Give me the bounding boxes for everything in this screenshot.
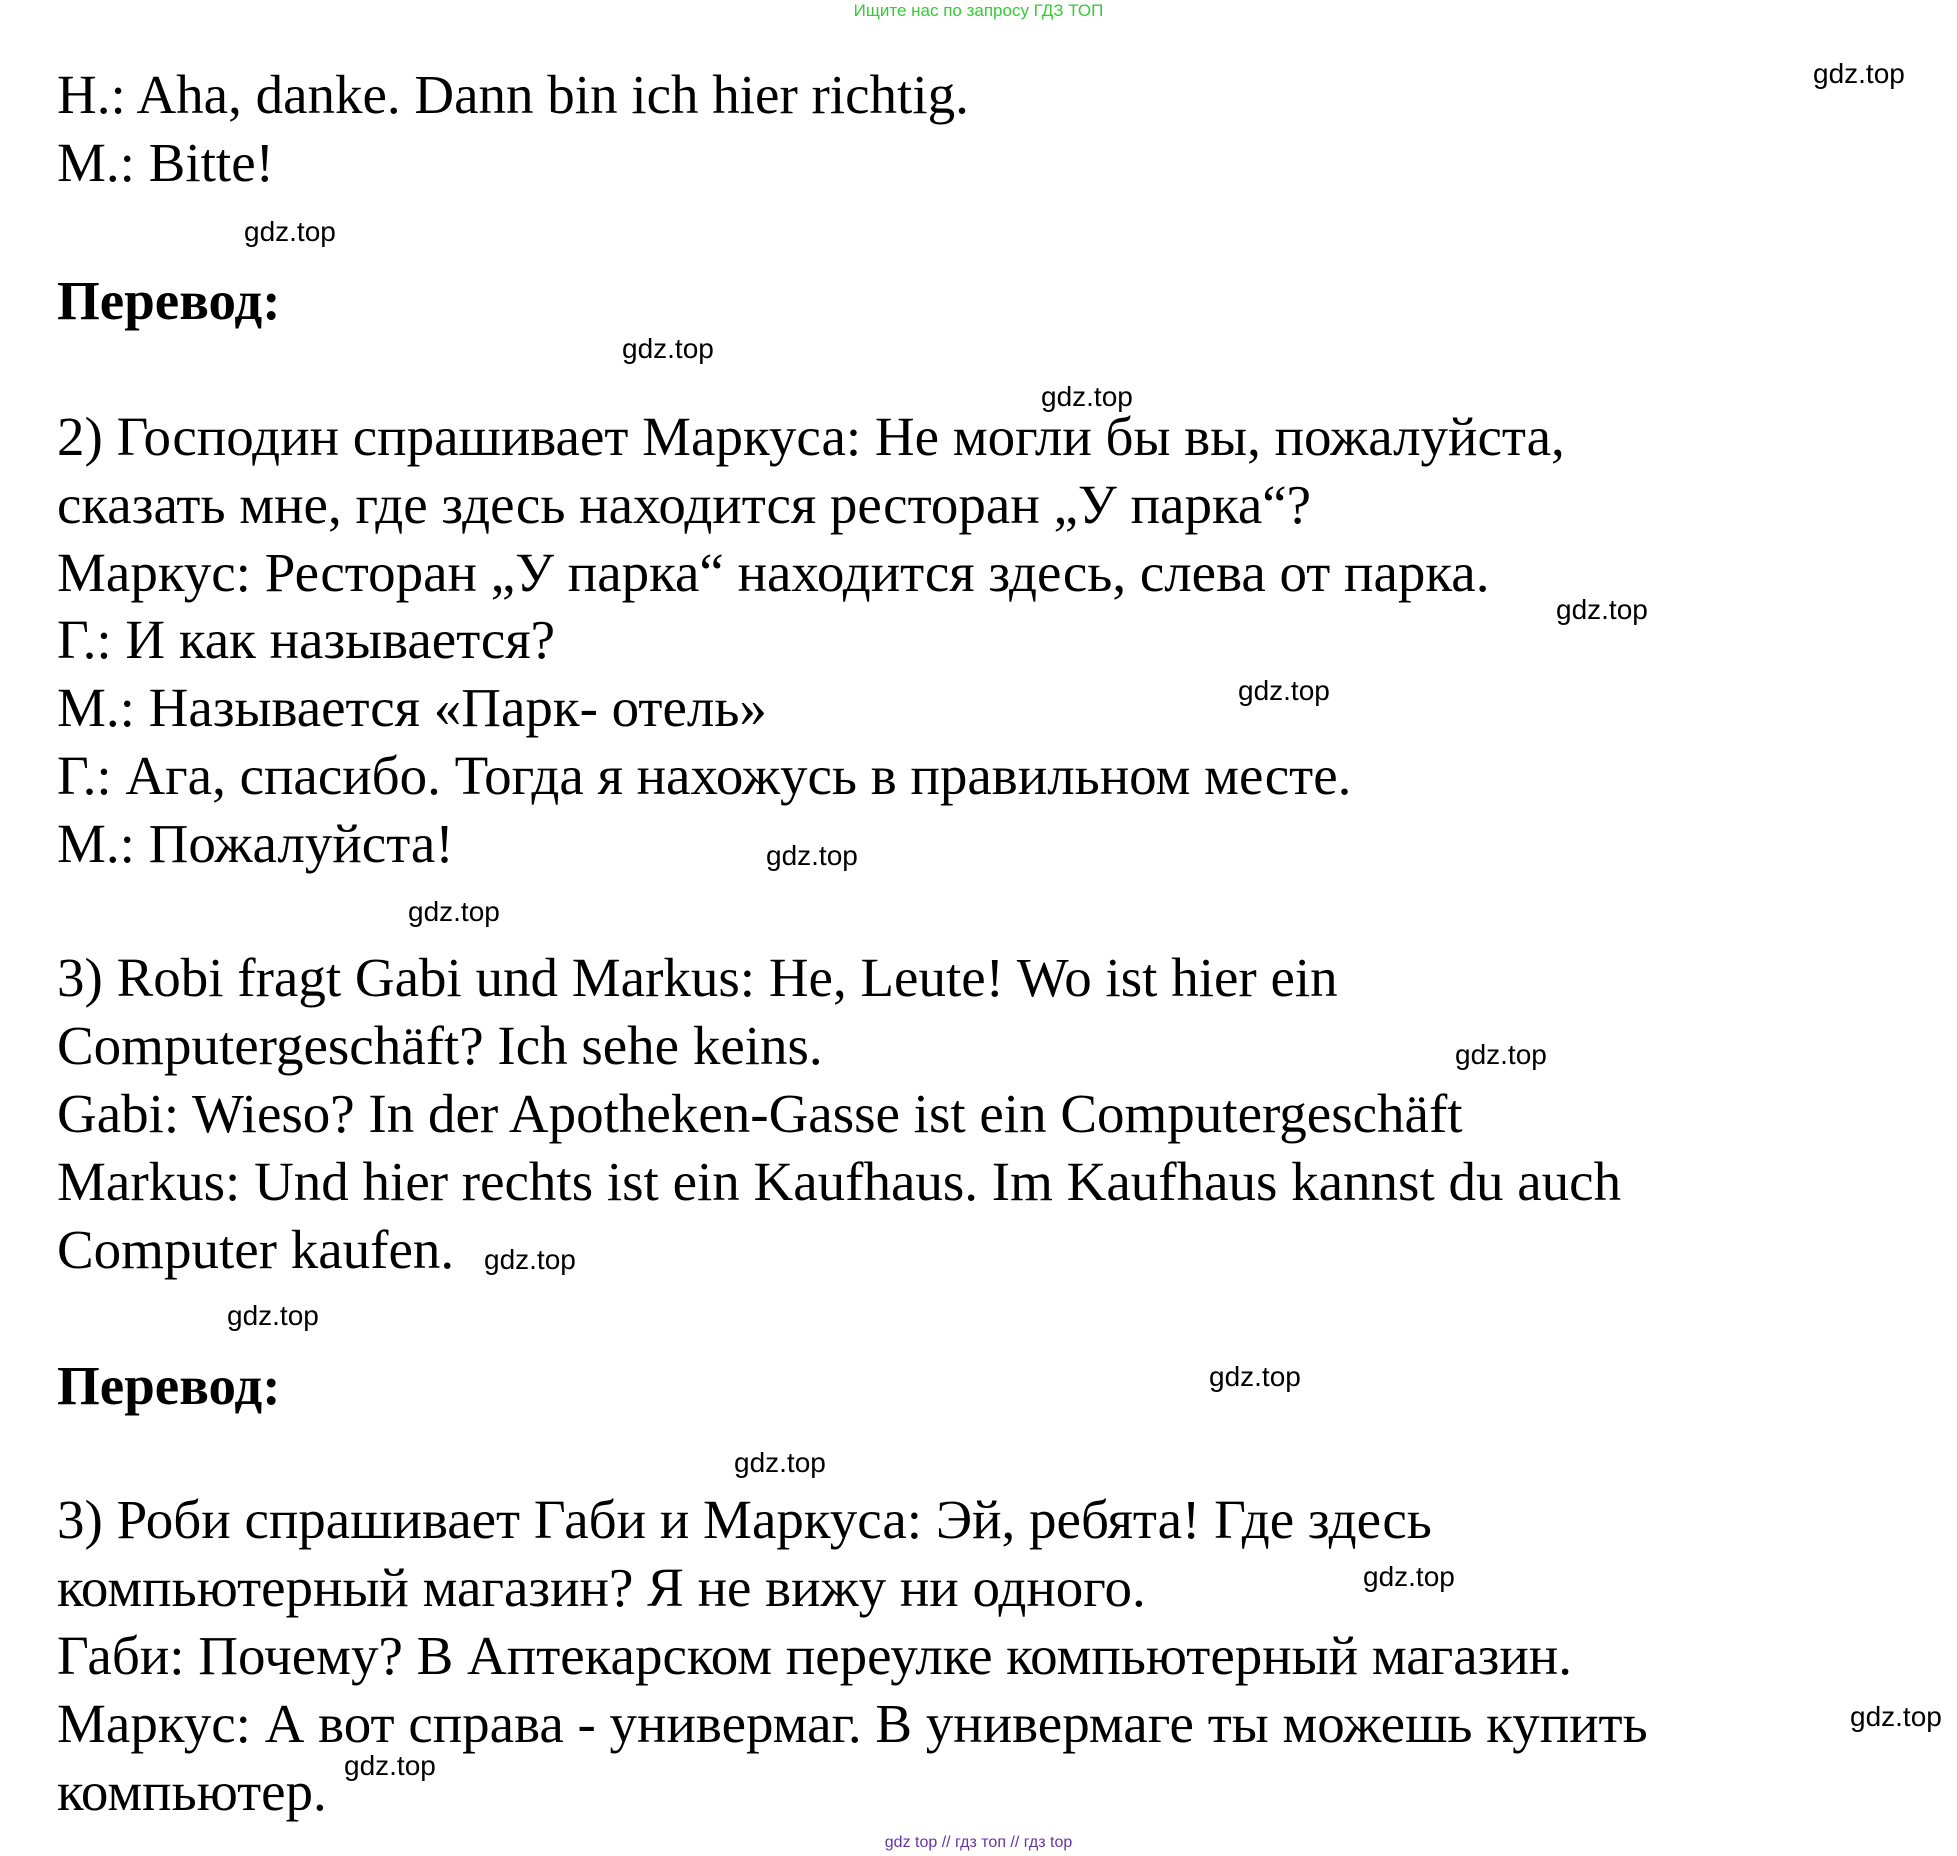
- watermark: gdz.top: [227, 1300, 319, 1331]
- text-line-de-3-c: Gabi: Wieso? In der Apotheken-Gasse ist ein Computergeschäft: [57, 1083, 1463, 1144]
- text-line-german-h: H.: Aha, danke. Dann bin ich hier richtig.: [57, 64, 969, 125]
- watermark: gdz.top: [1041, 381, 1133, 412]
- watermark: gdz.top: [1813, 58, 1905, 89]
- text-line-ru-3-a: 3) Роби спрашивает Габи и Маркуса: Эй, ребята! Где здесь: [57, 1489, 1432, 1550]
- watermark: gdz.top: [1238, 675, 1330, 706]
- text-line-ru-2-a: 2) Господин спрашивает Маркуса: Не могли бы вы, пожалуйста,: [57, 406, 1565, 467]
- text-line-ru-3-c: Габи: Почему? В Аптекарском переулке компьютерный магазин.: [57, 1625, 1572, 1686]
- text-line-ru-3-b: компьютерный магазин? Я не вижу ни одного.: [57, 1557, 1146, 1618]
- section-heading-translation-2: Перевод:: [57, 1355, 281, 1416]
- text-line-german-m: M.: Bitte!: [57, 132, 274, 193]
- text-line-ru-2-e: М.: Называется «Парк- отель»: [57, 677, 767, 738]
- watermark: gdz.top: [1556, 594, 1648, 625]
- text-line-ru-2-d: Г.: И как называется?: [57, 609, 556, 670]
- search-hint: Ищите нас по запросу ГДЗ ТОП: [853, 1, 1104, 20]
- text-line-ru-2-f: Г.: Ага, спасибо. Тогда я нахожусь в правильном месте.: [57, 745, 1352, 806]
- section-heading-translation-1: Перевод:: [57, 270, 281, 331]
- text-line-ru-2-g: М.: Пожалуйста!: [57, 813, 454, 874]
- text-line-ru-3-d: Маркус: А вот справа - универмаг. В универмаге ты можешь купить: [57, 1693, 1648, 1754]
- footer-links: gdz top // гдз топ // гдз top: [884, 1834, 1073, 1851]
- watermark: gdz.top: [408, 896, 500, 927]
- watermark: gdz.top: [1209, 1361, 1301, 1392]
- text-line-ru-3-e: компьютер.: [57, 1761, 327, 1822]
- text-line-ru-2-b: сказать мне, где здесь находится ресторан „У парка“?: [57, 474, 1312, 535]
- text-line-de-3-d: Markus: Und hier rechts ist ein Kaufhaus. Im Kaufhaus kannst du auch: [57, 1151, 1622, 1212]
- text-line-de-3-b: Computergeschäft? Ich sehe keins.: [57, 1015, 823, 1076]
- watermark: gdz.top: [1455, 1039, 1547, 1070]
- watermark: gdz.top: [344, 1750, 436, 1781]
- watermark: gdz.top: [766, 840, 858, 871]
- watermark: gdz.top: [1363, 1561, 1455, 1592]
- text-line-de-3-a: 3) Robi fragt Gabi und Markus: He, Leute! Wo ist hier ein: [57, 947, 1338, 1008]
- watermark: gdz.top: [244, 216, 336, 247]
- text-line-ru-2-c: Маркус: Ресторан „У парка“ находится здесь, слева от парка.: [57, 542, 1490, 603]
- watermark: gdz.top: [1850, 1701, 1942, 1732]
- text-line-de-3-e: Computer kaufen.: [57, 1219, 455, 1280]
- watermark: gdz.top: [622, 333, 714, 364]
- watermark: gdz.top: [734, 1447, 826, 1478]
- watermark: gdz.top: [484, 1244, 576, 1275]
